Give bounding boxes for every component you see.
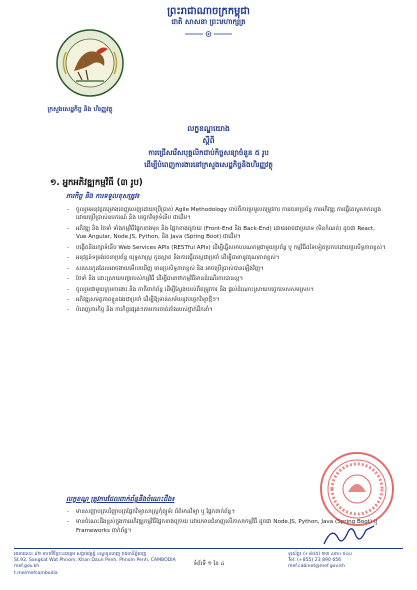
page-number: ទំព័រទី ១ នៃ ៤ [193, 561, 225, 567]
footer-divider [14, 548, 403, 549]
handwritten-signature [320, 520, 378, 550]
ministry-logo [52, 28, 128, 98]
duty-item: - បំពេញភារកិច្ច និង ការកិច្ចផ្សេងៗតាមការចាត់តាំងរបស់ថ្នាក់ដឹកនាំ។ [67, 306, 387, 314]
duty-item: - អនុវត្តន៍ទម្រង់រចនាប្រព័ន្ធ យុទ្ធសាស្ត្រ កូដស្អាត និងការធ្វើតេស្តជាប្រចាំ ដើម្បីធានានូវគុណភាពខ្ពស់។ [67, 254, 387, 262]
footer-address [14, 552, 176, 577]
duties-heading: ភារកិច្ច និង ការទទួលខុសត្រូវ៖ [66, 192, 140, 200]
footer-tel: Tel: (+855) 23 890 656 [288, 558, 342, 564]
duties-list [67, 206, 387, 317]
duty-item: - ថែទាំ និង ដោះស្រាយបញ្ហារបស់កម្មវិធី ដើម្បីធានាថាកម្មវិធីមានដំណើរការបានល្អ។ [67, 275, 387, 283]
ornament-divider-icon [185, 31, 232, 37]
duty-item: - ចូលរួមជាមួយក្រុមការងារ និង ភាគីពាក់ព័ន្ធ ដើម្បីស្វែងយល់ពីតម្រូវការ និង ផ្តល់ដំណោះស្រាយបច្ចេកទេសសមស្រប។ [67, 286, 387, 294]
duty-item: - សរសេរកូដដែលអាចងាយមើលឃើញ មានប្រសិទ្ធភាពខ្ពស់ និង អាចប្រើប្រាស់បានឡើងវិញ។ [67, 265, 387, 273]
duty-item: - ចូលរួមអនុវត្តគម្រោងពេញលេញដោយប្រើប្រាស់ Agile Methodology ចាប់ពីការប្រមូលតម្រូវការ ការរចនាប្រព័ន្ធ ការអភិវឌ្ឍ ការធ្វើតេស្តសាកល្បង ដោយប្រើប្រាស់ឧបករណ៍ និង បច្ចេកវិទ្យាទំនើប ជាដើម។ [67, 206, 387, 223]
section-heading-developer: ១. អ្នកអភិវឌ្ឍកម្មវិធី (៣ រូប) [50, 178, 143, 188]
footer-contact [288, 552, 404, 571]
requirements-heading: លក្ខខណ្ឌ ត្រូវការដែលពាក់ព័ន្ធនឹងចំណេះដឹង៖ [66, 495, 175, 503]
duty-item: - បង្កើតនិងរក្សាទំនើប Web Services APIs (RESTful APIs) ដើម្បីធ្វើសមាហរណកម្មជាមួយប្រព័ន្ធ ឬ កម្មវិធីដទៃទៀតប្រកបដោយប្រសិទ្ធភាពខ្ពស់។ [67, 244, 387, 252]
duty-item: - អភិវឌ្ឍសមត្ថភាពខ្លួនឯងជាប្រចាំ ដើម្បីឱ្យទាន់សម័យនូវបច្ចេកវិទ្យាថ្មីៗ។ [67, 296, 387, 304]
requirement-item: - មានសញ្ញាបត្របរិញ្ញាបត្រផ្នែកវិទ្យាសាស្ត្រកុំព្យូទ័រ ព័ត៌មានវិទ្យា ឬ ផ្នែកពាក់ព័ន្ធ។ [67, 508, 387, 516]
footer-telegram-link[interactable]: t.me/mefcambodia [14, 570, 58, 576]
kingdom-title: ព្រះរាជាណាចក្រកម្ពុជា [167, 6, 250, 17]
footer-address-kh: អាគារលេខ ៩២ មហាវិថីព្រះនរោត្តម សង្កាត់វត្តភ្នំ ខណ្ឌដូនពេញ រាជធានីភ្នំពេញ [14, 552, 147, 557]
footer-address-en: St.92, Sangkat Wat Phnom, Khan Daun Penh, Phnom Penh, CAMBODIA [14, 558, 176, 564]
official-seal-stamp [318, 450, 396, 528]
doc-title-about: ស្តីពី [202, 136, 215, 145]
requirement-item: - មានចំណេះដឹងខ្ពស់ក្នុងការអភិវឌ្ឍកម្មវិធីផ្នែកខាងក្រោយ ដោយមានជំនាញលើភាសាកម្មវិធី ដូចជា Node.JS, Python, Java (Spring Boot) ឬ Frameworks ពាក់ព័ន្ធ។ [67, 518, 387, 535]
footer-phone: ទូរស័ព្ទ៖ (+៨៥៥) ២៣ ៤៣០ ៥៤០ [288, 552, 353, 557]
doc-title-recruitment: ការជ្រើសរើសបុគ្គលិកជាប់កិច្ចសន្យាចំនួន ៥ រូប [148, 149, 269, 157]
ministry-name: ក្រសួងសេដ្ឋកិច្ច និង ហិរញ្ញវត្ថុ [47, 106, 113, 113]
kingdom-motto: ជាតិ សាសនា ព្រះមហាក្សត្រ [171, 18, 246, 26]
doc-title-terms-of-reference: លក្ខខណ្ឌយោង [187, 124, 230, 133]
duty-item: - អភិវឌ្ឍ និង ថែទាំ ទាំងកម្មវិធីផ្នែកខាងមុខ និង ផ្នែកខាងក្រោយ (Front-End និង Back-End) ដោយអាចជាប្រភេទ (មិនកំណត់) ដូចជា React, Vue Angular, Node.JS, Python, និង Java (Spring Boot) ជាដើម។ [67, 225, 387, 242]
footer-website-link[interactable]: mef.gov.kh [14, 564, 40, 570]
doc-title-purpose: ដើម្បីបំពេញការងារនៅក្រសួងសេដ្ឋកិច្ចនិងហិរញ្ញវត្ថុ [144, 161, 273, 169]
footer-email-link[interactable]: mef.cabinet@mef.gov.kh [288, 564, 345, 570]
